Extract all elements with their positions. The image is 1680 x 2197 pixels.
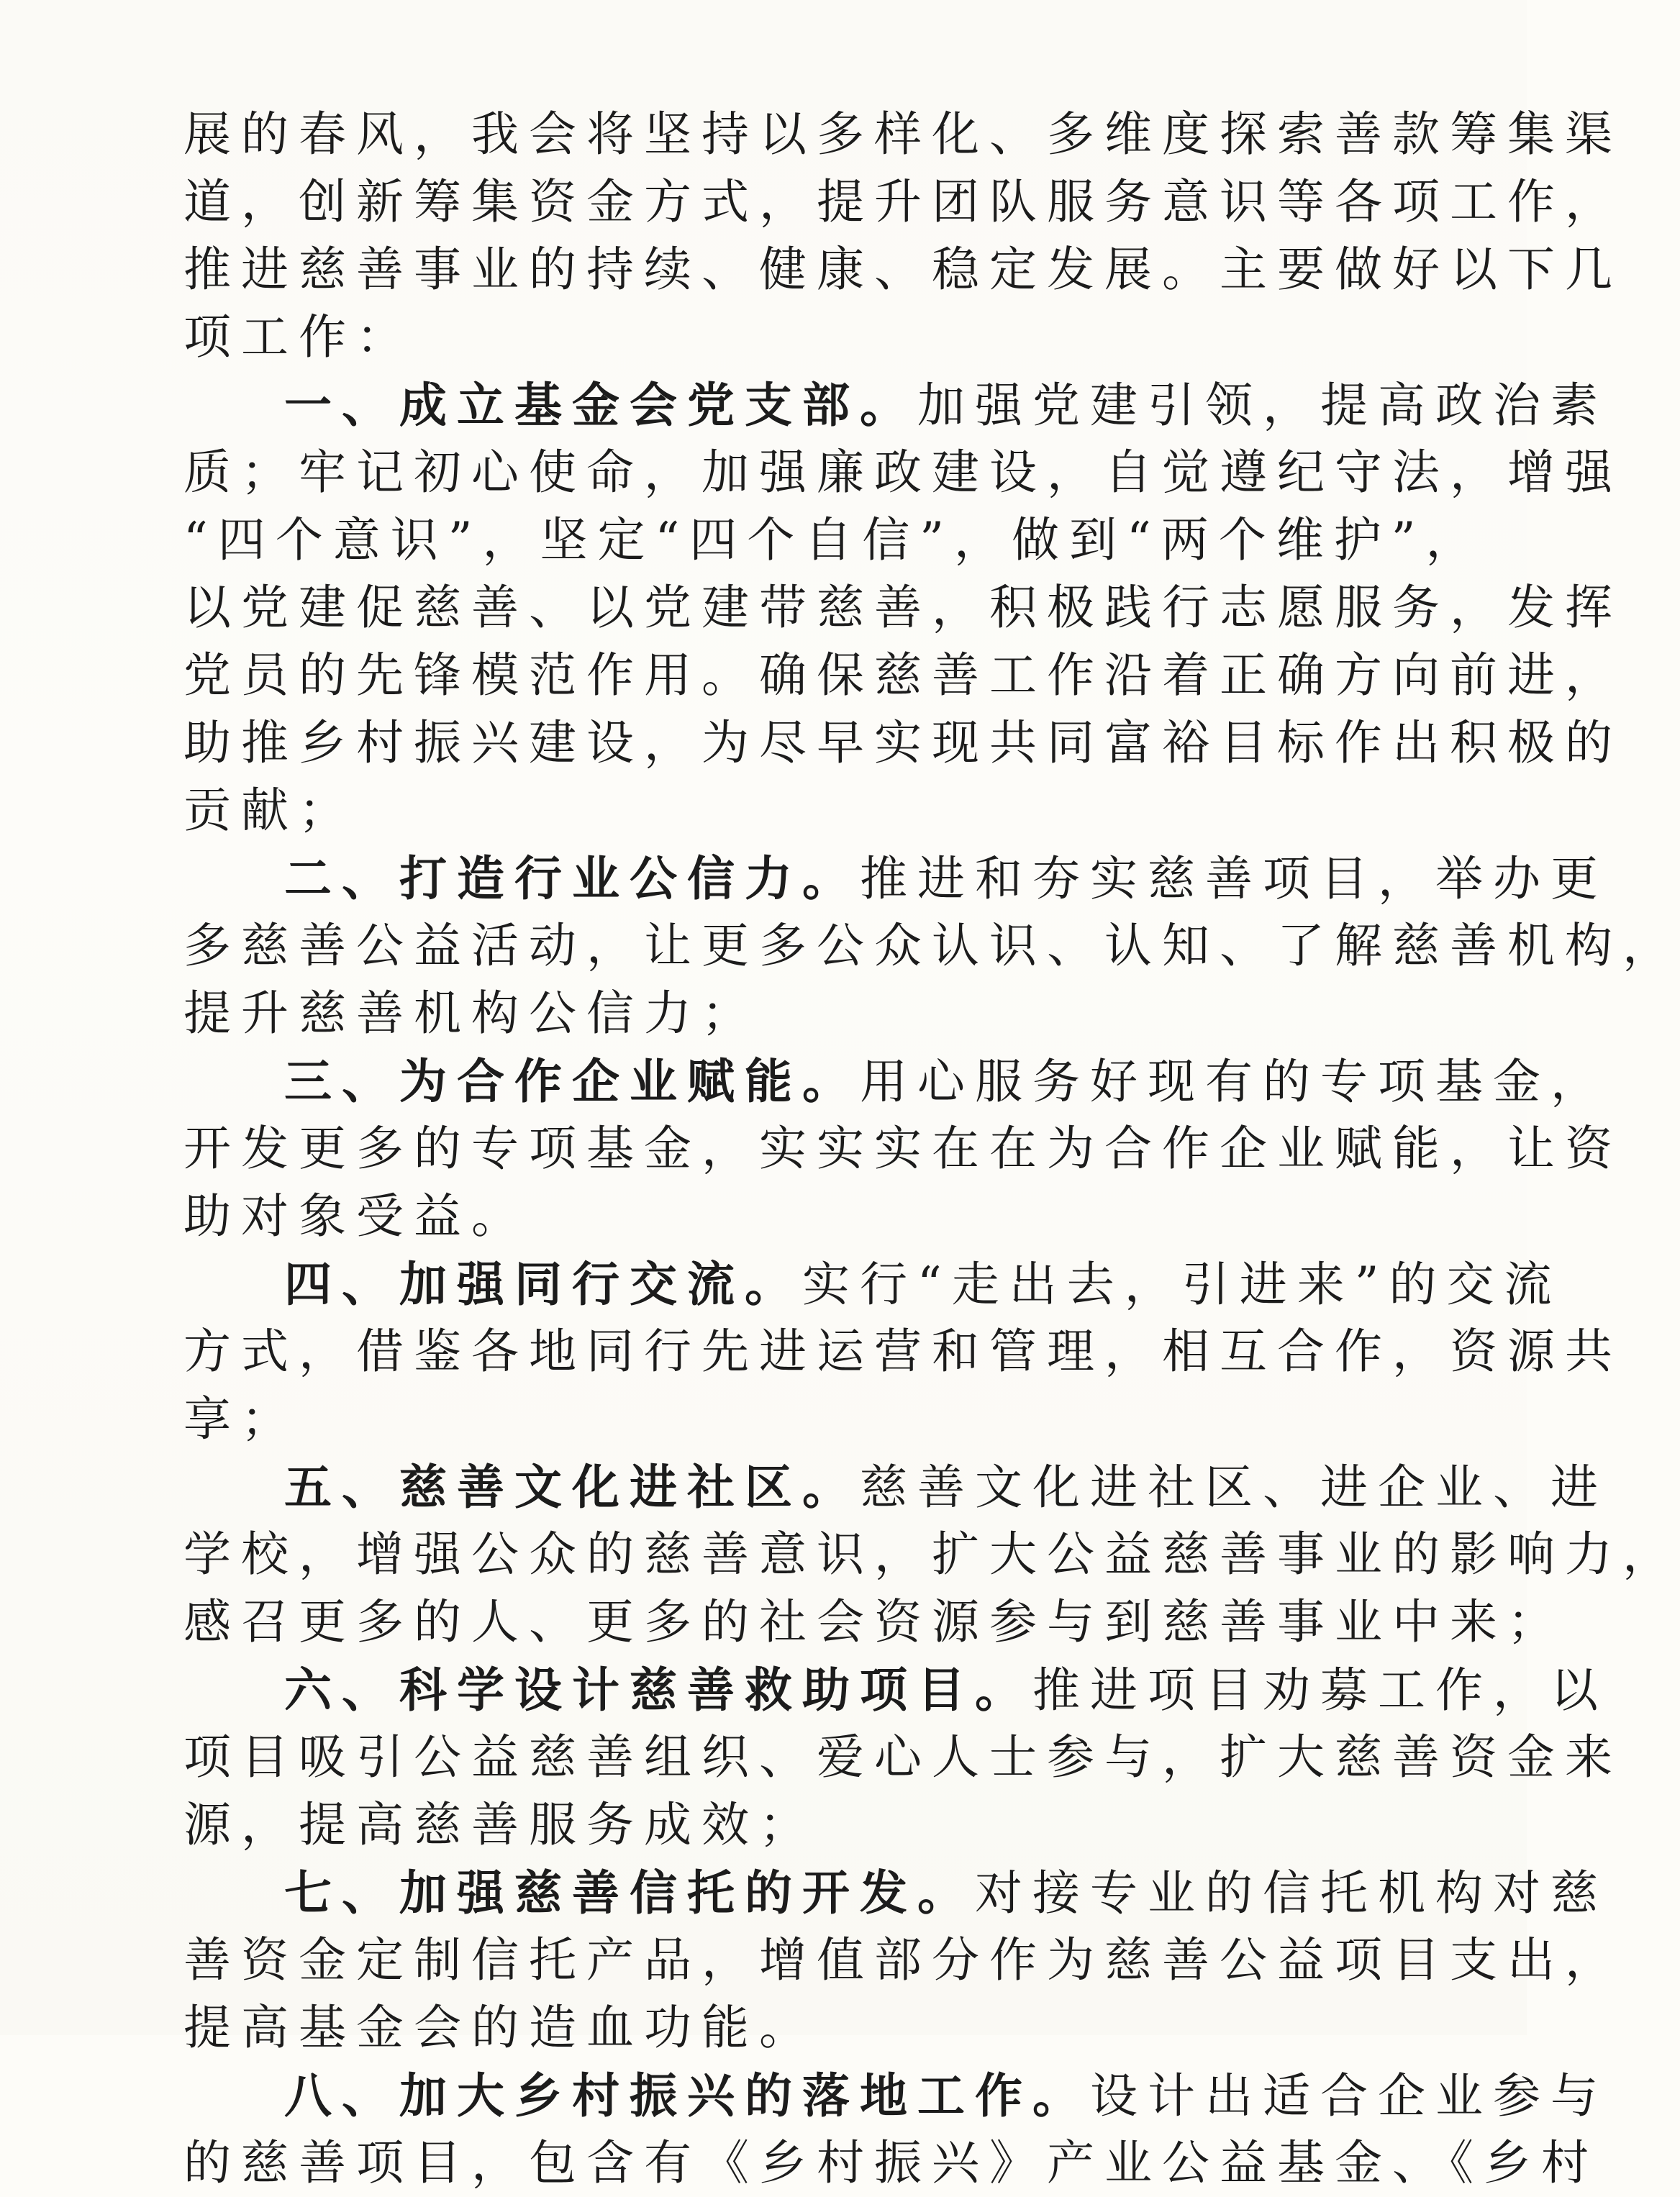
item-text: 对接专业的信托机构对慈 xyxy=(975,1865,1608,1921)
text-line: 助对象受益。 xyxy=(183,1188,529,1244)
text-line: 感召更多的人、更多的社会资源参与到慈善事业中来； xyxy=(183,1594,1565,1650)
text-line: 善资金定制信托产品，增值部分作为慈善公益项目支出， xyxy=(183,1932,1622,1988)
item-7-first-line xyxy=(183,1859,1608,1927)
document-body xyxy=(183,101,1680,2197)
item-heading: 二、打造行业公信力。 xyxy=(284,850,860,906)
text-line: 展的春风，我会将坚持以多样化、多维度探索善款筹集渠 xyxy=(183,106,1622,162)
text-line: 源，提高慈善服务成效； xyxy=(183,1797,817,1852)
item-heading: 七、加强慈善信托的开发。 xyxy=(284,1865,975,1921)
text-line: 项目吸引公益慈善组织、爱心人士参与，扩大慈善资金来 xyxy=(183,1729,1622,1785)
text-line: 享； xyxy=(183,1391,299,1447)
item-heading: 三、为合作企业赋能。 xyxy=(284,1053,860,1109)
text-line: 以党建促慈善、以党建带慈善，积极践行志愿服务，发挥 xyxy=(183,580,1622,635)
item-heading: 四、加强同行交流。 xyxy=(284,1256,802,1312)
item-heading: 五、慈善文化进社区。 xyxy=(284,1459,860,1515)
item-3-first-line xyxy=(183,1047,1608,1115)
item-2-first-line xyxy=(183,845,1608,912)
item-4-first-line xyxy=(183,1250,1562,1318)
text-line: 推进慈善事业的持续、健康、稳定发展。主要做好以下几 xyxy=(183,242,1622,297)
text-line: 项工作： xyxy=(183,309,414,365)
text-line: 提高基金会的造血功能。 xyxy=(183,2000,817,2055)
text-line: 贡献； xyxy=(183,783,356,838)
item-heading: 六、科学设计慈善救助项目。 xyxy=(284,1662,1032,1718)
text-line: 多慈善公益活动，让更多公众认识、认知、了解慈善机构， xyxy=(183,918,1680,973)
text-line: 的慈善项目，包含有《乡村振兴》产业公益基金、《乡村 xyxy=(183,2135,1599,2191)
text-line: 助推乡村振兴建设，为尽早实现共同富裕目标作出积极的 xyxy=(183,715,1622,770)
item-text: 推进和夯实慈善项目，举办更 xyxy=(860,851,1608,906)
item-heading: 一、成立基金会党支部。 xyxy=(284,377,917,433)
item-6-first-line xyxy=(183,1656,1608,1724)
text-line: 质；牢记初心使命，加强廉政建设，自觉遵纪守法，增强 xyxy=(183,445,1622,500)
item-5-first-line xyxy=(183,1453,1608,1521)
item-text: 推进项目劝募工作，以 xyxy=(1032,1662,1608,1718)
text-line: 方式，借鉴各地同行先进运营和管理，相互合作，资源共 xyxy=(183,1324,1622,1379)
text-line: “四个意识”，坚定“四个自信”，做到“两个维护”， xyxy=(183,512,1484,568)
text-line: 提升慈善机构公信力； xyxy=(183,986,759,1041)
item-1-first-line xyxy=(183,371,1608,439)
item-8-first-line xyxy=(183,2062,1608,2129)
item-text: 用心服务好现有的专项基金， xyxy=(860,1054,1608,1109)
text-line: 开发更多的专项基金，实实实在在为合作企业赋能，让资 xyxy=(183,1121,1622,1176)
item-text: 加强党建引领，提高政治素 xyxy=(917,378,1608,433)
text-line: 道，创新筹集资金方式，提升团队服务意识等各项工作， xyxy=(183,174,1622,229)
item-text: 设计出适合企业参与 xyxy=(1090,2068,1608,2124)
text-line: 党员的先锋模范作用。确保慈善工作沿着正确方向前进， xyxy=(183,647,1622,703)
item-heading: 八、加大乡村振兴的落地工作。 xyxy=(284,2068,1090,2124)
item-text: 慈善文化进社区、进企业、进 xyxy=(860,1460,1608,1515)
text-line: 学校，增强公众的慈善意识，扩大公益慈善事业的影响力， xyxy=(183,1527,1680,1582)
item-text: 实行“走出去，引进来”的交流 xyxy=(802,1257,1562,1312)
